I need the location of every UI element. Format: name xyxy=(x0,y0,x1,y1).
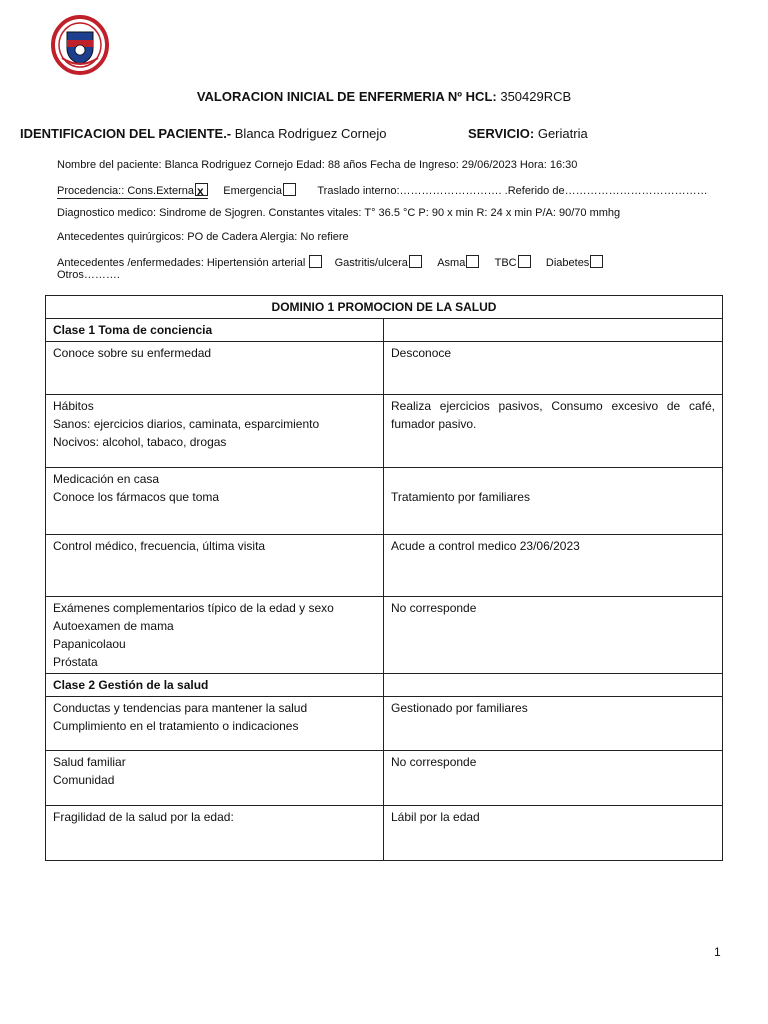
table-row xyxy=(46,395,723,468)
clase1-label: Clase 1 Toma de conciencia xyxy=(46,319,384,342)
service: SERVICIO: Geriatria xyxy=(468,126,588,141)
enfermedades-line: Antecedentes /enfermedades: Hipertensión arterial Gastritis/ulcera Asma TBC Diabetes xyxy=(57,255,603,269)
table-row xyxy=(46,751,723,806)
service-value: Geriatria xyxy=(537,126,588,141)
row-value: No corresponde xyxy=(384,597,723,674)
gastritis-checkbox[interactable] xyxy=(409,255,422,268)
row-label: Conoce sobre su enfermedad xyxy=(46,342,384,395)
row-value: Desconoce xyxy=(384,342,723,395)
row-value: Acude a control medico 23/06/2023 xyxy=(384,535,723,597)
table-row xyxy=(46,342,723,395)
table-row xyxy=(46,597,723,674)
table-row xyxy=(46,697,723,751)
table-row xyxy=(46,806,723,861)
row-label: Salud familiar Comunidad xyxy=(46,751,384,806)
row-value: Lábil por la edad xyxy=(384,806,723,861)
table-header-row xyxy=(46,296,723,319)
row-label: Medicación en casa Conoce los fármacos que toma xyxy=(46,468,384,535)
page-number: 1 xyxy=(714,945,721,959)
row-label: Hábitos Sanos: ejercicios diarios, caminata, esparcimiento Nocivos: alcohol, tabaco, drogas xyxy=(46,395,384,468)
row-label: Fragilidad de la salud por la edad: xyxy=(46,806,384,861)
row-value: Tratamiento por familiares xyxy=(384,468,723,535)
procedencia-line: Procedencia:: Cons.Externax Emergencia Traslado interno:………………………. .Referido de………………………………… xyxy=(57,183,708,197)
document-title: VALORACION INICIAL DE ENFERMERIA Nº HCL: 350429RCB xyxy=(196,89,572,104)
row-label: Control médico, frecuencia, última visita xyxy=(46,535,384,597)
table-header: DOMINIO 1 PROMOCION DE LA SALUD xyxy=(46,296,723,319)
diabetes-checkbox[interactable] xyxy=(590,255,603,268)
cons-externa-checkbox[interactable] xyxy=(195,183,208,196)
patient-name: Blanca Rodriguez Cornejo xyxy=(234,126,387,141)
class-row xyxy=(46,319,723,342)
table-row xyxy=(46,468,723,535)
tbc-checkbox[interactable] xyxy=(518,255,531,268)
institution-logo xyxy=(50,14,110,76)
hipertension-checkbox[interactable] xyxy=(309,255,322,268)
patient-info-line: Nombre del paciente: Blanca Rodriguez Cornejo Edad: 88 años Fecha de Ingreso: 29/06/2023 Hora: 16:30 xyxy=(57,159,578,171)
row-label: Conductas y tendencias para mantener la salud Cumplimiento en el tratamiento o indicaciones xyxy=(46,697,384,751)
patient-identification: IDENTIFICACION DEL PACIENTE.- Blanca Rodriguez Cornejo xyxy=(20,126,387,141)
hcl-number: 350429RCB xyxy=(500,89,572,104)
otros-line: Otros………. xyxy=(57,269,120,281)
row-value: No corresponde xyxy=(384,751,723,806)
quirurgicos-line: Antecedentes quirúrgicos: PO de Cadera Alergia: No refiere xyxy=(57,231,349,243)
dominio-table xyxy=(45,295,723,861)
asma-checkbox[interactable] xyxy=(466,255,479,268)
table-row xyxy=(46,535,723,597)
class-row xyxy=(46,674,723,697)
row-value: Realiza ejercicios pasivos, Consumo excesivo de café, fumador pasivo. xyxy=(384,395,723,468)
diagnostico-line: Diagnostico medico: Sindrome de Sjogren. Constantes vitales: T° 36.5 °C P: 90 x min R: 24 x min P/A: 90/70 mmhg xyxy=(57,207,621,219)
row-label: Exámenes complementarios típico de la edad y sexo Autoexamen de mama Papanicolaou Próstata xyxy=(46,597,384,674)
row-value: Gestionado por familiares xyxy=(384,697,723,751)
emergencia-checkbox[interactable] xyxy=(283,183,296,196)
clase2-label: Clase 2 Gestión de la salud xyxy=(46,674,384,697)
